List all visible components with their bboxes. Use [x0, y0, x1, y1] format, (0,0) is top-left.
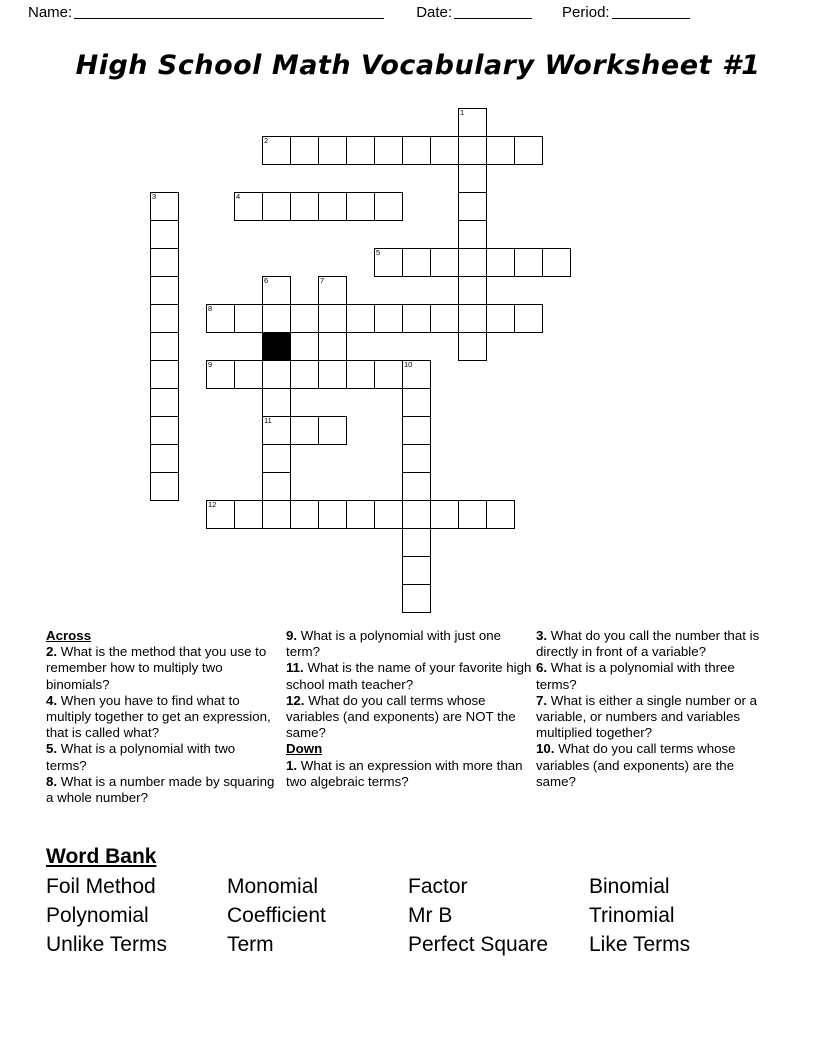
grid-cell[interactable]: [430, 248, 459, 277]
crossword-grid[interactable]: [0, 108, 816, 628]
word-bank-item: Perfect Square: [408, 933, 549, 956]
grid-cell[interactable]: [150, 444, 179, 473]
clues-column-1: [46, 628, 278, 806]
clue-item: [46, 741, 278, 773]
word-bank-item: Trinomial: [589, 904, 675, 927]
grid-cell[interactable]: [290, 136, 319, 165]
down-clues-list: [286, 758, 534, 790]
clue-text: When you have to find what to multiply together to get an expression, that is called what?: [46, 692, 271, 741]
grid-cell[interactable]: [486, 248, 515, 277]
word-bank-item: Mr B: [408, 904, 453, 927]
grid-cell[interactable]: [234, 500, 263, 529]
grid-cell[interactable]: [206, 500, 235, 529]
grid-cell-number: 11: [264, 416, 272, 425]
word-bank-row: [46, 872, 770, 901]
grid-cell[interactable]: [290, 416, 319, 445]
grid-cell[interactable]: [346, 500, 375, 529]
grid-cell[interactable]: [402, 304, 431, 333]
word-bank-item: Term: [227, 933, 274, 956]
word-bank-heading: Word Bank: [46, 845, 157, 868]
grid-cell[interactable]: [290, 500, 319, 529]
grid-cell[interactable]: [402, 360, 431, 389]
student-info-header: [28, 0, 788, 24]
grid-cell[interactable]: [514, 304, 543, 333]
grid-cell[interactable]: [458, 192, 487, 221]
word-bank-row: [46, 901, 770, 930]
grid-cell[interactable]: [262, 192, 291, 221]
grid-cell-number: 8: [208, 304, 213, 313]
grid-cell[interactable]: [374, 304, 403, 333]
date-label: Date:: [416, 3, 453, 21]
grid-cell[interactable]: [318, 500, 347, 529]
grid-cell-number: 2: [264, 136, 269, 145]
clue-item: [536, 660, 770, 692]
clue-number: 3.: [536, 628, 548, 643]
grid-cell[interactable]: [402, 136, 431, 165]
page-title: High School Math Vocabulary Worksheet #1: [75, 50, 761, 81]
grid-cell[interactable]: [402, 248, 431, 277]
across-clues-list-1: [46, 644, 278, 806]
grid-cell-number: 4: [236, 192, 241, 201]
grid-cell-number: 6: [264, 276, 269, 285]
grid-cell[interactable]: [402, 500, 431, 529]
clue-item: [46, 774, 278, 806]
clue-number: 11.: [286, 660, 304, 676]
grid-cell[interactable]: [346, 192, 375, 221]
grid-cell[interactable]: [206, 360, 235, 389]
word-bank-item: Coefficient: [227, 904, 326, 927]
grid-cell[interactable]: [290, 360, 319, 389]
grid-cell[interactable]: [262, 472, 291, 501]
clue-item: [286, 758, 534, 790]
clue-item: [286, 628, 534, 660]
grid-cell[interactable]: [374, 500, 403, 529]
grid-cell[interactable]: [150, 388, 179, 417]
word-bank-item: Like Terms: [589, 933, 691, 956]
clue-text: What do you call terms whose variables (and exponents) are NOT the same?: [286, 692, 516, 741]
grid-cell[interactable]: [318, 304, 347, 333]
grid-cell[interactable]: [318, 332, 347, 361]
clue-text: What is a number made by squaring a whole number?: [46, 773, 275, 806]
grid-cell[interactable]: [346, 360, 375, 389]
clue-number: 8.: [46, 773, 58, 789]
grid-cell[interactable]: [150, 360, 179, 389]
grid-cell[interactable]: [150, 472, 179, 501]
across-heading: Across: [46, 628, 92, 643]
grid-cell[interactable]: [150, 248, 179, 277]
grid-cell[interactable]: [374, 248, 403, 277]
word-bank-item: Factor: [408, 875, 468, 898]
grid-cell-blocked: [262, 332, 291, 361]
grid-cell[interactable]: [458, 304, 487, 333]
word-bank-item: Polynomial: [46, 904, 149, 927]
grid-cell[interactable]: [458, 500, 487, 529]
grid-cell[interactable]: [402, 388, 431, 417]
grid-cell[interactable]: [290, 192, 319, 221]
clue-text: What is a polynomial with just one term?: [286, 628, 502, 660]
clue-number: 2.: [46, 644, 58, 660]
grid-cell[interactable]: [542, 248, 571, 277]
grid-cell[interactable]: [402, 584, 431, 613]
clue-item: [46, 644, 278, 693]
clue-number: 6.: [536, 660, 548, 676]
grid-cell[interactable]: [458, 108, 487, 137]
grid-cell[interactable]: [262, 276, 291, 305]
grid-cell[interactable]: [150, 332, 179, 361]
clue-text: What is a polynomial with two terms?: [46, 741, 236, 773]
grid-cell[interactable]: [486, 136, 515, 165]
grid-cell[interactable]: [458, 136, 487, 165]
grid-cell[interactable]: [262, 500, 291, 529]
period-blank[interactable]: [612, 5, 690, 19]
word-bank-item: Monomial: [227, 875, 319, 898]
grid-cell-number: 12: [208, 500, 217, 509]
clue-item: [286, 660, 534, 692]
grid-cell[interactable]: [318, 136, 347, 165]
word-bank-list: [46, 872, 770, 959]
grid-cell[interactable]: [234, 192, 263, 221]
grid-cell[interactable]: [402, 528, 431, 557]
clue-number: 7.: [536, 692, 548, 708]
grid-cell[interactable]: [318, 360, 347, 389]
grid-cell[interactable]: [150, 192, 179, 221]
down-heading: Down: [286, 741, 323, 757]
grid-cell[interactable]: [430, 136, 459, 165]
grid-cell[interactable]: [150, 416, 179, 445]
clues-column-2: [286, 628, 534, 790]
grid-cell[interactable]: [374, 360, 403, 389]
grid-cell[interactable]: [262, 388, 291, 417]
clue-item: [536, 628, 770, 660]
clue-item: [286, 693, 534, 742]
grid-cell[interactable]: [458, 164, 487, 193]
grid-cell[interactable]: [234, 360, 263, 389]
grid-cell[interactable]: [262, 416, 291, 445]
grid-cell-number: 9: [208, 360, 213, 369]
grid-cell[interactable]: [486, 500, 515, 529]
clue-text: What is an expression with more than two algebraic terms?: [286, 757, 523, 789]
clue-item: [536, 693, 770, 742]
grid-cell[interactable]: [346, 304, 375, 333]
clues-column-3: [536, 628, 770, 790]
name-blank[interactable]: [74, 5, 384, 19]
clue-text: What is the name of your favorite high school math teacher?: [286, 660, 532, 692]
grid-cell[interactable]: [206, 304, 235, 333]
grid-cell-number: 10: [404, 360, 413, 369]
word-bank-row: [46, 930, 770, 959]
grid-cell[interactable]: [318, 276, 347, 305]
grid-cell[interactable]: [374, 136, 403, 165]
grid-cell[interactable]: [318, 416, 347, 445]
grid-cell[interactable]: [458, 248, 487, 277]
clue-number: 4.: [46, 692, 58, 708]
clues-section: [46, 628, 770, 828]
grid-cell[interactable]: [290, 304, 319, 333]
grid-cell[interactable]: [234, 304, 263, 333]
grid-cell[interactable]: [486, 304, 515, 333]
grid-cell[interactable]: [402, 416, 431, 445]
down-clues-list-2: [536, 628, 770, 790]
word-bank-item: Binomial: [589, 875, 670, 898]
grid-cell[interactable]: [150, 304, 179, 333]
clue-number: 9.: [286, 628, 298, 643]
grid-cell-number: 5: [376, 248, 381, 257]
grid-cell[interactable]: [346, 136, 375, 165]
grid-cell[interactable]: [262, 136, 291, 165]
grid-cell[interactable]: [318, 192, 347, 221]
word-bank-item: Foil Method: [46, 875, 156, 898]
clue-number: 1.: [286, 757, 298, 773]
period-label: Period:: [562, 3, 610, 21]
grid-cell[interactable]: [262, 444, 291, 473]
clue-item: [536, 741, 770, 790]
clue-text: What is the method that you use to remember how to multiply two binomials?: [46, 644, 267, 692]
grid-cell-number: 7: [320, 276, 325, 285]
grid-cell[interactable]: [430, 500, 459, 529]
grid-cell[interactable]: [458, 220, 487, 249]
grid-cell[interactable]: [150, 220, 179, 249]
clue-text: What is a polynomial with three terms?: [536, 660, 735, 692]
clue-text: What do you call the number that is directly in front of a variable?: [536, 628, 760, 660]
grid-cell[interactable]: [458, 276, 487, 305]
clue-item: [46, 693, 278, 742]
word-bank-item: Unlike Terms: [46, 933, 167, 956]
grid-cell[interactable]: [262, 360, 291, 389]
grid-cell-number: 1: [460, 108, 465, 117]
clue-text: What is either a single number or a variable, or numbers and variables multiplied together?: [536, 692, 757, 741]
grid-cell[interactable]: [402, 472, 431, 501]
grid-cell[interactable]: [374, 192, 403, 221]
clue-number: 12.: [286, 692, 305, 708]
clue-number: 5.: [46, 741, 58, 757]
grid-cell[interactable]: [150, 276, 179, 305]
clue-number: 10.: [536, 741, 555, 757]
grid-cell-number: 3: [152, 192, 157, 201]
grid-cell[interactable]: [514, 136, 543, 165]
clue-text: What do you call terms whose variables (and exponents) are the same?: [536, 741, 736, 789]
grid-cell[interactable]: [514, 248, 543, 277]
across-clues-list-2: [286, 628, 534, 741]
grid-cell[interactable]: [430, 304, 459, 333]
date-blank[interactable]: [454, 5, 532, 19]
grid-cell[interactable]: [402, 556, 431, 585]
grid-cell[interactable]: [262, 304, 291, 333]
grid-cell[interactable]: [458, 332, 487, 361]
grid-cell[interactable]: [402, 444, 431, 473]
name-label: Name:: [28, 3, 73, 21]
